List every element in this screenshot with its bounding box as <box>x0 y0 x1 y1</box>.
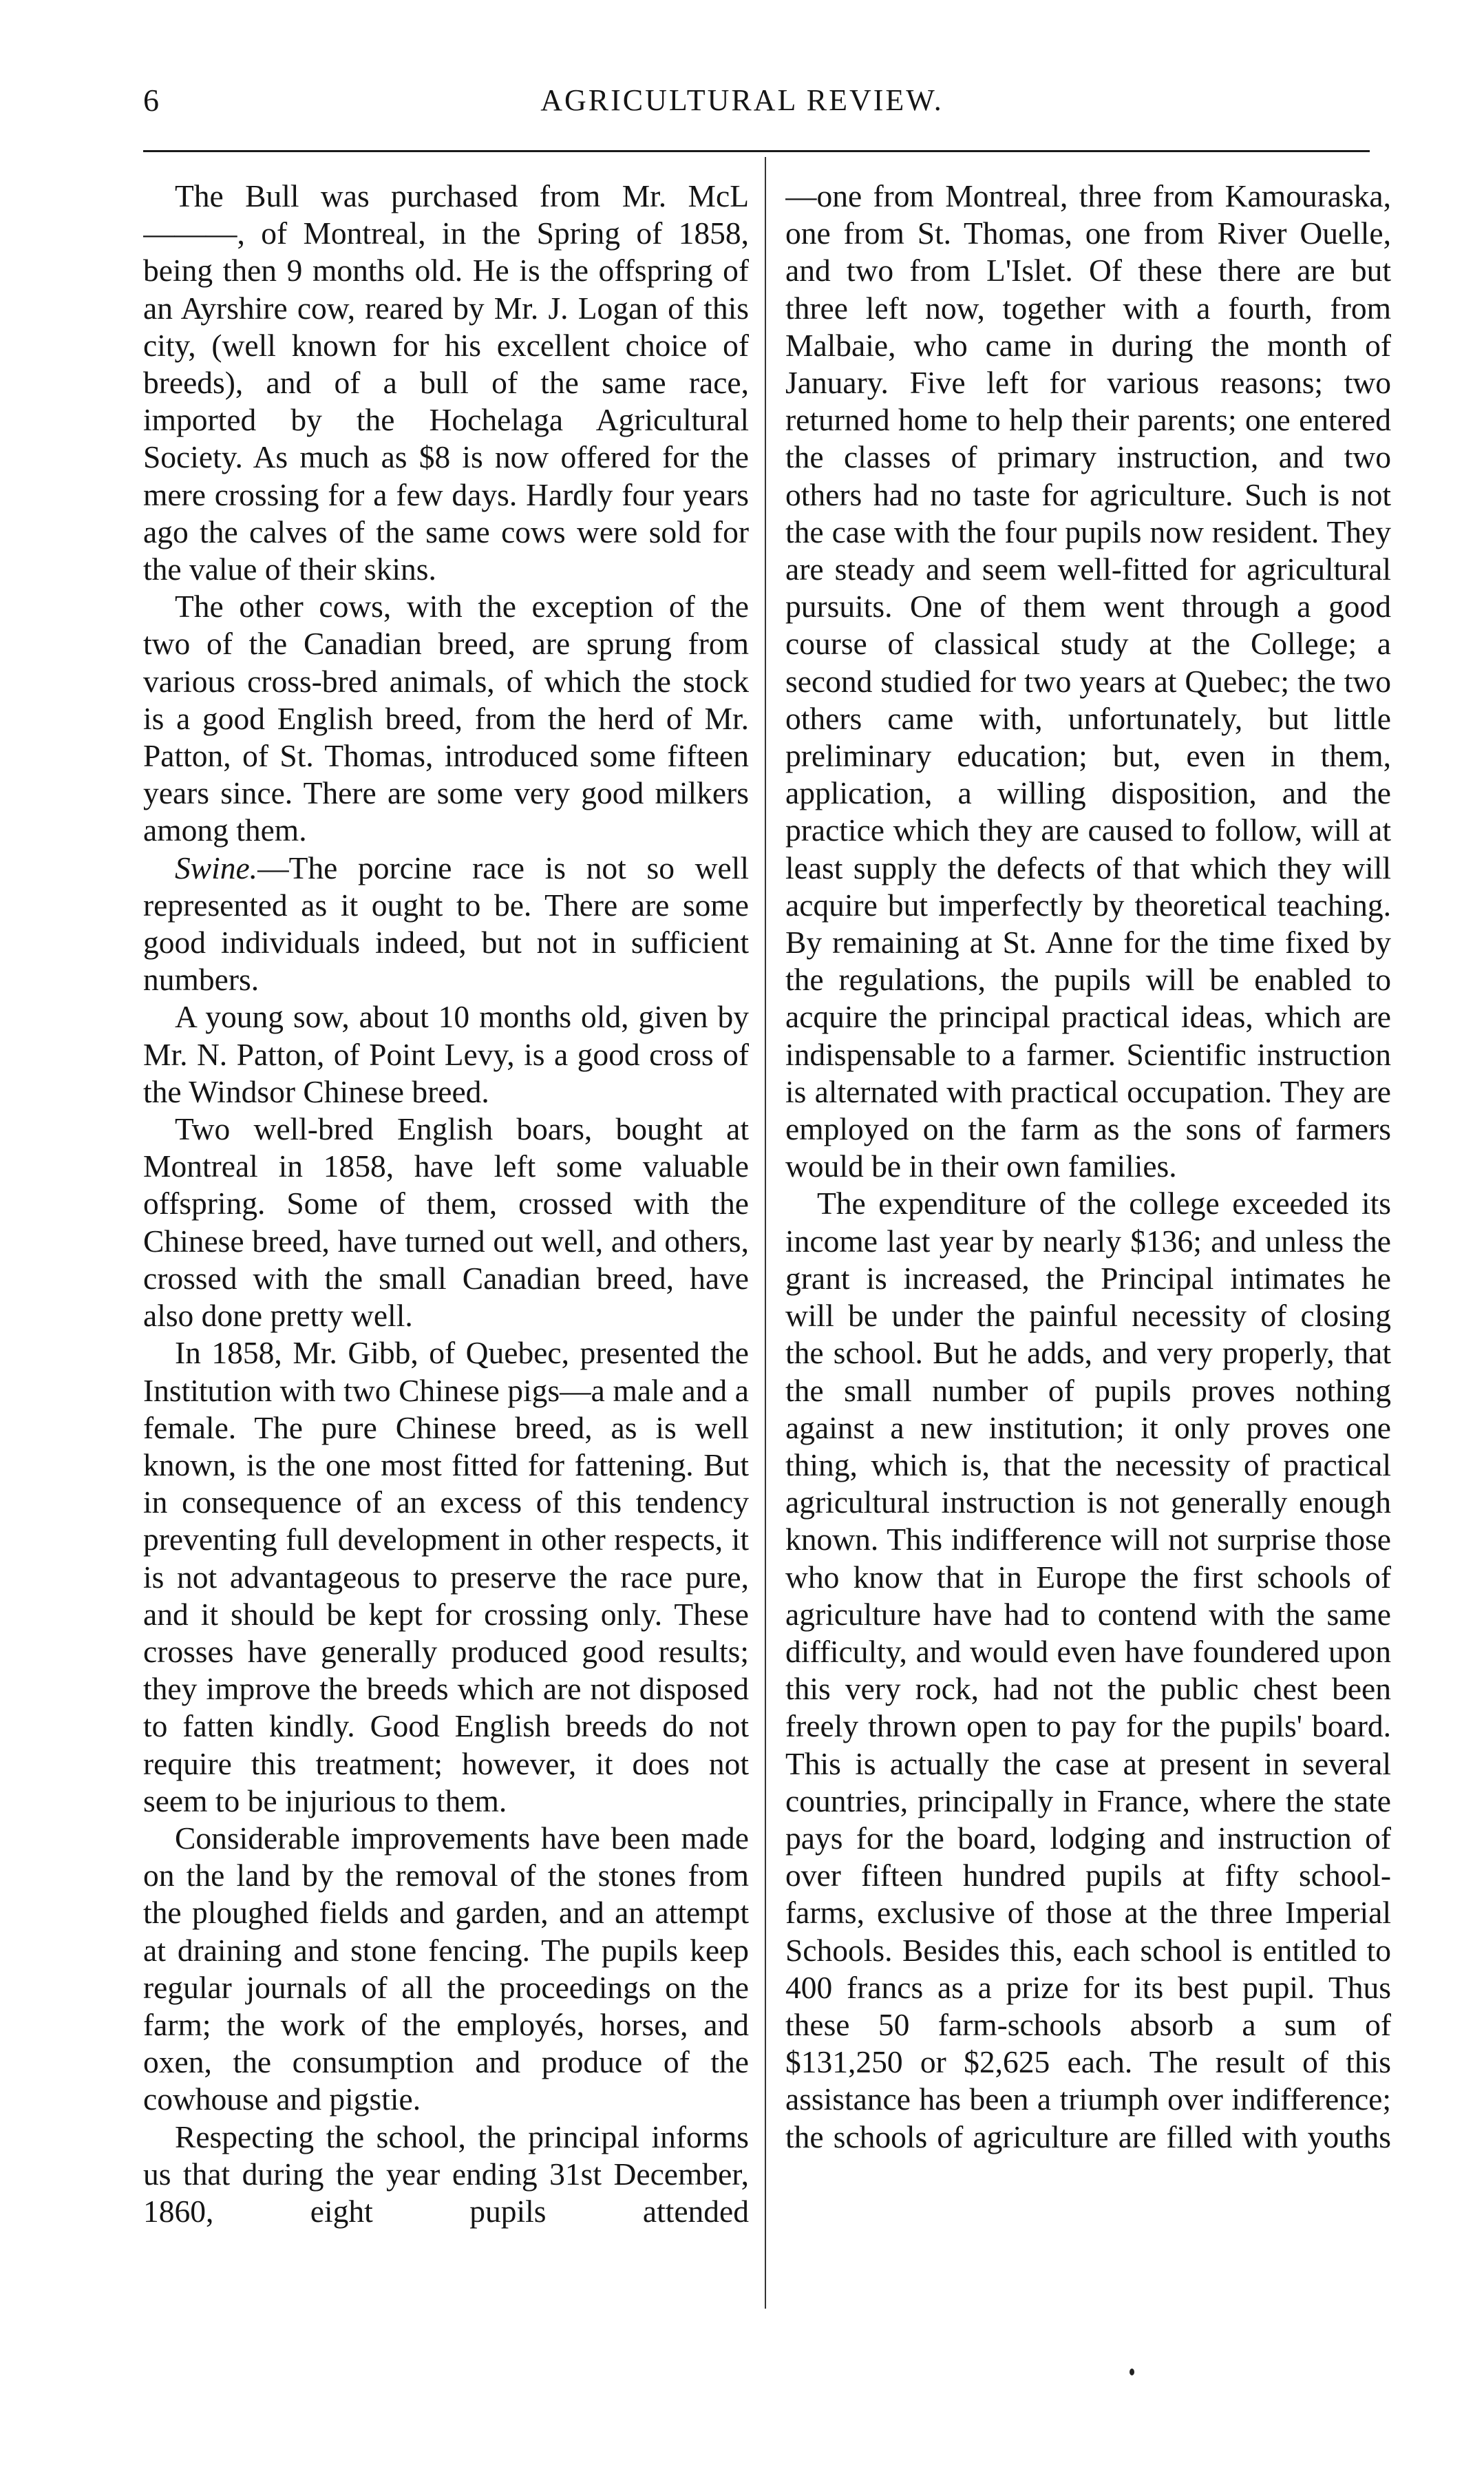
paragraph-swine: Swine.—The porcine race is not so well represented as it ought to be. There are some good individuals indeed, but not in sufficient numbers. <box>143 850 749 998</box>
paragraph-school: Respecting the school, the principal informs us that during the year ending 31st December, 1860, eight pupils attended <box>143 2119 749 2229</box>
paragraph-sow: A young sow, about 10 months old, given by Mr. N. Patton, of Point Levy, is a good cross of the Windsor Chinese breed. <box>143 999 749 1109</box>
page-number: 6 <box>143 83 159 118</box>
ink-speck <box>1130 2369 1134 2375</box>
header-rule <box>143 150 1370 152</box>
paragraph-pupils: —one from Montreal, three from Kamouraska, one from St. Thomas, one from River Ouelle, and two from L'Islet. Of these there are but three left now, together with a fourth, from Malbaie, who came in during the month of January. Five left for various reasons; two returned home to help their parents; one entered the classes of primary instruction, and two others had no taste for agriculture. Such is not the case with the four pupils now resident. They are steady and seem well-fitted for agricultural pursuits. One of them went through a good course of classical study at the College; a second studied for two years at Quebec; the two others came with, unfortunately, but little preliminary education; but, even in them, application, a willing disposition, and the practice which they are caused to follow, will at least supply the defects of that which they will acquire but imperfectly by theoretical teaching. By remaining at St. Anne for the time fixed by the regulations, the pupils will be enabled to acquire the principal practical ideas, which are indispensable to a farmer. Scientific instruction is alternated with practical occupation. They are employed on the farm as the sons of farmers would be in their own families. <box>785 178 1391 1184</box>
swine-text: The porcine race is not so well represented as it ought to be. There are some good individuals indeed, but not in sufficient numbers. <box>143 850 749 998</box>
running-title: AGRICULTURAL REVIEW. <box>540 83 944 117</box>
paragraph-expenditure: The expenditure of the college exceeded its income last year by nearly $136; and unless the grant is increased, the Principal intimates he will be under the painful necessity of closing the school. But he adds, and very properly, that the small number of pupils proves nothing against a new institution; it only proves one thing, which is, that the necessity of practical agricultural instruction is not generally enough known. This indifference will not surprise those who know that in Europe the first schools of agriculture have had to contend with the same difficulty, and would even have foundered upon this very rock, had not the public chest been freely thrown open to pay for the pupils' board. This is actually the case at present in several countries, principally in France, where the state pays for the board, lodging and instruction of over fifteen hundred pupils at fifty school-farms, exclusive of those at the three Imperial Schools. Besides this, each school is entitled to 400 francs as a prize for its best pupil. Thus these 50 farm-schools absorb a sum of $131,250 or $2,625 each. The result of this assistance has been a triumph over indifference; the schools of agriculture are filled with youths <box>785 1186 1391 2154</box>
paragraph-bull: The Bull was purchased from Mr. McL———, of Montreal, in the Spring of 1858, being then 9 months old. He is the offspring of an Ayrshire cow, reared by Mr. J. Logan of this city, (well known for his excellent choice of breeds), and of a bull of the same race, imported by the Hochelaga Agricultural Society. As much as $8 is now offered for the mere crossing for a few days. Hardly four years ago the calves of the same cows were sold for the value of their skins. <box>143 178 749 587</box>
left-column <box>143 178 749 2319</box>
right-column <box>785 178 1391 2319</box>
paragraph-cows: The other cows, with the exception of the two of the Canadian breed, are sprung from various cross-bred animals, of which the stock is a good English breed, from the herd of Mr. Patton, of St. Thomas, introduced some fifteen years since. There are some very good milkers among them. <box>143 589 749 848</box>
paragraph-boars: Two well-bred English boars, bought at Montreal in 1858, have left some valuable offspring. Some of them, crossed with the Chinese breed, have turned out well, and others, crossed with the small Canadian breed, have also done pretty well. <box>143 1111 749 1334</box>
paragraph-chinese-pigs: In 1858, Mr. Gibb, of Quebec, presented the Institution with two Chinese pigs—a male and a female. The pure Chinese breed, as is well known, is the one most fitted for fattening. But in consequence of an excess of this tendency preventing full development in other respects, it is not advantageous to preserve the race pure, and it should be kept for crossing only. These crosses have generally produced good results; they improve the breeds which are not disposed to fatten kindly. Good English breeds do not require this treatment; however, it does not seem to be injurious to them. <box>143 1335 749 1818</box>
paragraph-improvements: Considerable improvements have been made on the land by the removal of the stones from the ploughed fields and garden, and an attempt at draining and stone fencing. The pupils keep regular journals of all the proceedings on the farm; the work of the employés, horses, and oxen, the consumption and produce of the cowhouse and pigstie. <box>143 1820 749 2117</box>
column-divider <box>765 157 766 2309</box>
swine-heading: Swine. <box>175 850 258 885</box>
